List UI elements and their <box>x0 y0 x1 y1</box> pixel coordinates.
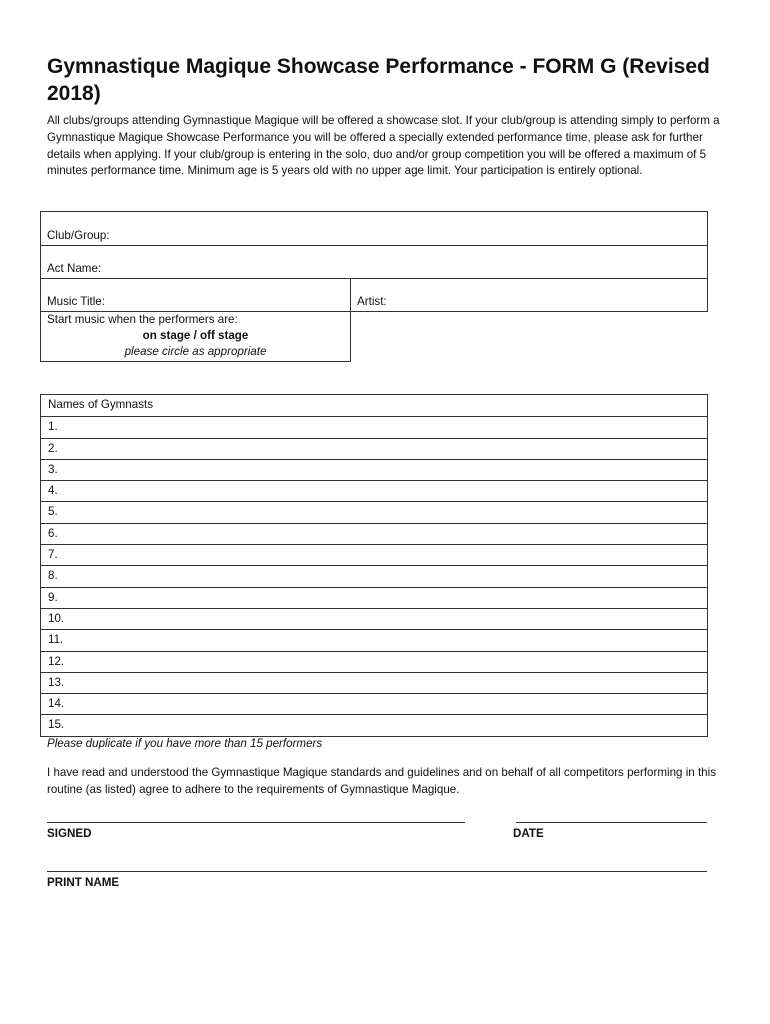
club-group-field[interactable]: Club/Group: <box>47 229 110 242</box>
gymnast-row[interactable]: 14. <box>41 693 707 714</box>
gymnast-row[interactable]: 8. <box>41 565 707 586</box>
gymnast-row[interactable]: 5. <box>41 501 707 522</box>
date-line[interactable] <box>516 822 707 823</box>
signed-label: SIGNED <box>47 827 92 840</box>
gymnast-row[interactable]: 6. <box>41 523 707 544</box>
date-label: DATE <box>513 827 544 840</box>
details-divider <box>40 278 708 279</box>
gymnast-row[interactable]: 7. <box>41 544 707 565</box>
signature-line[interactable] <box>47 822 465 823</box>
gymnast-row[interactable]: 10. <box>41 608 707 629</box>
start-music-hint: please circle as appropriate <box>124 345 267 358</box>
duplicate-note: Please duplicate if you have more than 15 performers <box>47 737 323 750</box>
declaration-text: I have read and understood the Gymnastique Magique standards and guidelines and on behalf of all competitors performing in this routine (as listed) agree to adhere to the requirements of Gymnastique Magique. <box>47 766 716 796</box>
gymnast-row[interactable]: 2. <box>41 438 707 459</box>
print-name-label: PRINT NAME <box>47 876 120 889</box>
act-name-field[interactable]: Act Name: <box>47 262 102 275</box>
artist-field[interactable]: Artist: <box>357 295 387 308</box>
gymnast-row[interactable]: 3. <box>41 459 707 480</box>
start-music-options[interactable]: on stage / off stage <box>142 329 249 342</box>
start-music-bottom-border <box>40 361 351 362</box>
gymnasts-header: Names of Gymnasts <box>48 398 154 411</box>
gymnast-row[interactable]: 12. <box>41 651 707 672</box>
intro-paragraph: All clubs/groups attending Gymnastique Magique will be offered a showcase slot. If your club/group is attending simply to perform a Gymnastique Magique Showcase Performance you will be offered a specially extended performance time, please ask for further details when applying. If your club/group is entering in the solo, duo and/or group competition you will be offered a maximum of 5 minutes performance time. Minimum age is 5 years old with no upper age limit. Your participation is entirely optional. <box>47 114 720 178</box>
music-title-field[interactable]: Music Title: <box>47 295 105 308</box>
page-title: Gymnastique Magique Showcase Performance - FORM G (Revised 2018) <box>47 55 710 105</box>
gymnast-row[interactable]: 9. <box>41 587 707 608</box>
gymnast-row[interactable]: 1. <box>41 416 707 437</box>
gymnast-row[interactable]: 13. <box>41 672 707 693</box>
start-music-label: Start music when the performers are: <box>47 313 238 326</box>
gymnast-row[interactable]: 11. <box>41 629 707 650</box>
gymnasts-table <box>40 394 708 737</box>
gymnast-row[interactable]: 4. <box>41 480 707 501</box>
print-name-line[interactable] <box>47 871 707 872</box>
gymnast-row[interactable]: 15. <box>41 714 707 735</box>
details-divider <box>40 245 708 246</box>
